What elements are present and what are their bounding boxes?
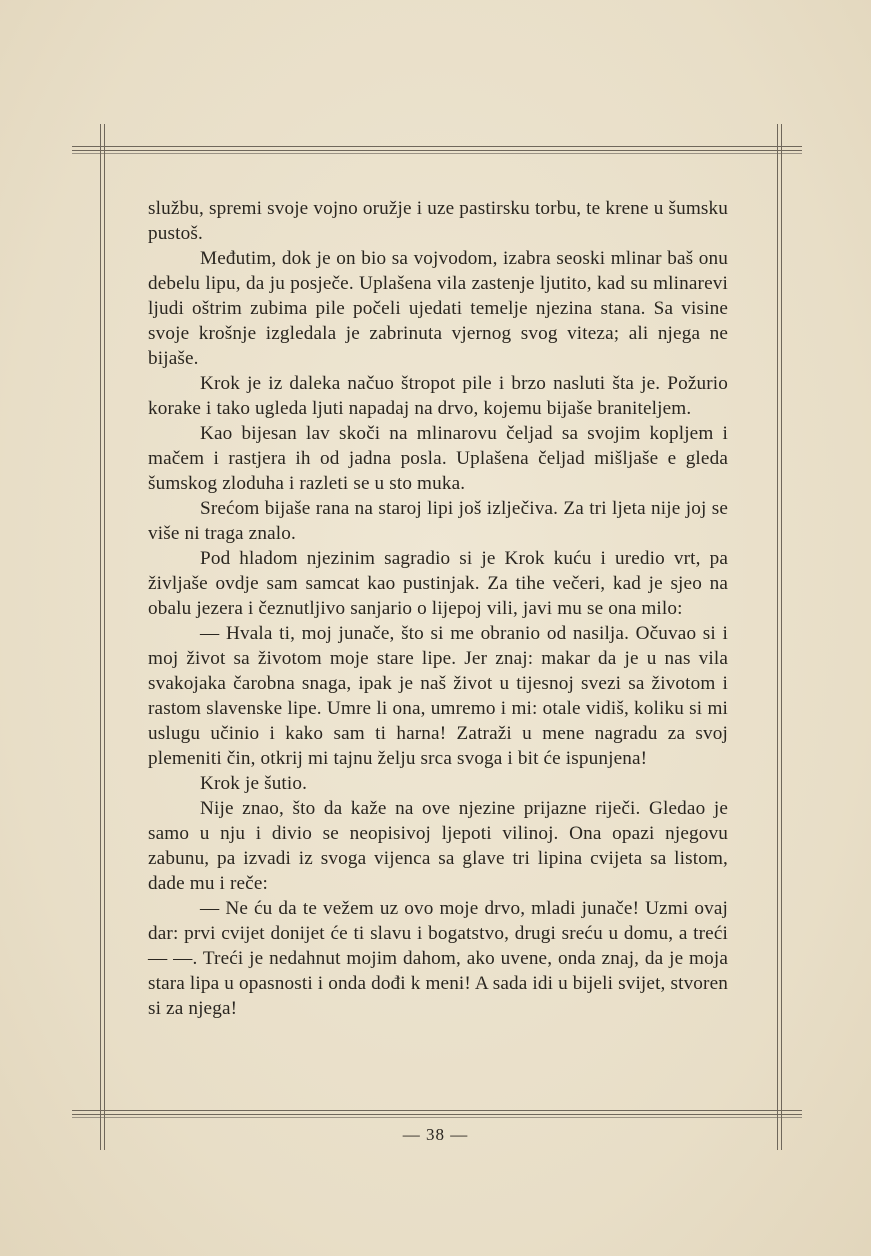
paragraph: Srećom bijaše rana na staroj lipi još izlječiva. Za tri ljeta nije joj se više ni traga znalo.: [148, 498, 728, 544]
paragraph: Krok je šutio.: [200, 773, 308, 794]
paragraph: Kao bijesan lav skoči na mlinarovu čeljad sa svojim kopljem i mačem i rastjera ih od jadna posla. Uplašena čeljad mišljaše e gleda šumskog zloduha i razleti se u sto muka.: [148, 423, 728, 494]
page-number: — 38 —: [402, 1125, 469, 1144]
paragraph: Nije znao, što da kaže na ove njezine prijazne riječi. Gledao je samo u nju i divio se neopisivoj ljepoti vilinoj. Ona opazi njegovu zabunu, pa izvadi iz svoga vijenca sa glave tri lipina cvijeta sa listom, dade mu i reče:: [148, 798, 728, 894]
paragraph: Pod hladom njezinim sagradio si je Krok kuću i uredio vrt, pa življaše ovdje sam samcat kao pustinjak. Za tihe večeri, kad je sjeo na obalu jezera i čeznutljivo sanjario o lijepoj vili, javi mu se ona milo:: [148, 548, 728, 619]
paragraph: službu, spremi svoje vojno oružje i uze pastirsku torbu, te krene u šumsku pustoš.: [148, 198, 728, 244]
body-text: [148, 196, 728, 1021]
paragraph: Krok je iz daleka načuo štropot pile i brzo nasluti šta je. Požurio korake i tako ugleda ljuti napadaj na drvo, kojemu bijaše braniteljem.: [148, 373, 728, 419]
paragraph: — Hvala ti, moj junače, što si me obranio od nasilja. Očuvao si i moj život sa životom moje stare lipe. Jer znaj: makar da je u nas vila svakojaka čarobna snaga, ipak je naš život u tijesnoj svezi sa životom i rastom slavenske lipe. Umre li ona, umremo i mi: otale vidiš, koliku si mi uslugu učinio i kako sam ti harna! Zatraži u mene nagradu za svoj plemeniti čin, otkrij mi tajnu želju srca svoga i bit će ispunjena!: [148, 623, 728, 769]
paragraph: Međutim, dok je on bio sa vojvodom, izabra seoski mlinar baš onu debelu lipu, da ju posječe. Uplašena vila zastenje ljutito, kad su mlinarevi ljudi oštrim zubima pile počeli ujedati temelje njezina stana. Sa visine svoje krošnje izgledala je zabrinuta vjernog svog viteza; ali njega ne bijaše.: [148, 248, 728, 369]
paragraph: — Ne ću da te vežem uz ovo moje drvo, mladi junače! Uzmi ovaj dar: prvi cvijet donijet će ti slavu i bogatstvo, drugi sreću u domu, a treći — —. Treći je nedahnut mojim dahom, ako uvene, onda znaj, da je moja stara lipa u opasnosti i onda dođi k meni! A sada idi u bijeli svijet, stvoren si za njega!: [148, 898, 728, 1019]
